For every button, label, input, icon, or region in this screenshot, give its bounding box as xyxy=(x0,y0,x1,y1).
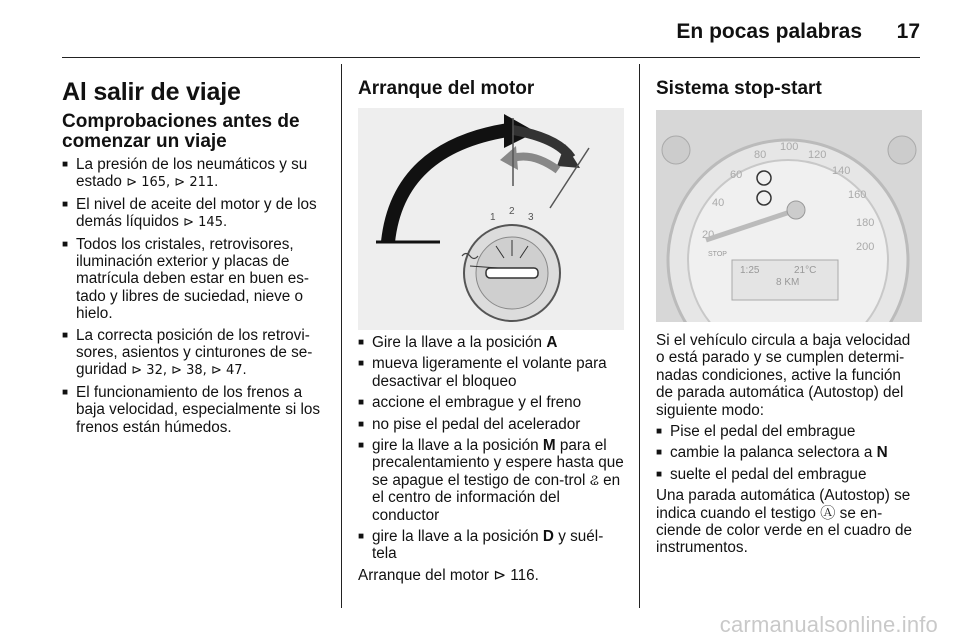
list-item: ■ El funcionamiento de los frenos a baja velocidad, especialmente si los frenos están húmedos. xyxy=(62,384,328,436)
ignition-figure xyxy=(358,108,624,330)
heading-stop-start: Sistema stop-start xyxy=(656,78,822,99)
section-title: En pocas palabras xyxy=(676,20,862,43)
key-position-label: 2 xyxy=(509,206,515,217)
header-rule xyxy=(62,57,920,58)
column-divider xyxy=(341,64,342,608)
start-steps xyxy=(358,334,624,563)
cross-reference[interactable]: ⊳ 32, ⊳ 38, ⊳ 47. xyxy=(131,363,247,379)
list-item: ■ El nivel de aceite del motor y de los demás líquidos ⊳ 145. xyxy=(62,196,328,232)
list-item: ■ gire la llave a la posición M para el precalentamiento y espere hasta que se apague el testigo de con-trol ଌ en el centro de información del conductor xyxy=(358,437,624,524)
page-header xyxy=(62,18,920,58)
svg-text:20: 20 xyxy=(702,229,715,241)
column-engine-start xyxy=(358,64,624,584)
engine-start-reference: Arranque del motor ⊳ 116. xyxy=(358,566,539,584)
autostop-indication: Una parada automática (Autostop) se indica cuando el testigo Ⓐ se en-ciende de color verde en el cuadro de instrumentos. xyxy=(656,487,912,557)
subheading-comprobaciones: Comprobaciones antes de comenzar un viaje xyxy=(62,111,300,152)
svg-text:180: 180 xyxy=(856,217,875,229)
cross-reference[interactable]: ⊳ 165, ⊳ 211. xyxy=(126,175,219,191)
svg-text:140: 140 xyxy=(832,165,851,177)
svg-text:80: 80 xyxy=(754,149,767,161)
list-item: ■ Pise el pedal del embrague xyxy=(656,423,922,440)
list-item: ■ suelte el pedal del embrague xyxy=(656,466,922,483)
key-position-label: 1 xyxy=(490,212,496,223)
stop-label: STOP xyxy=(708,251,727,258)
list-item: ■ Gire la llave a la posición A xyxy=(358,334,624,351)
stop-steps xyxy=(656,423,922,483)
column-divider xyxy=(639,64,640,608)
list-item: ■ gire la llave a la posición D y suél-tela xyxy=(358,528,624,563)
display-trip: 8 KM xyxy=(776,277,800,288)
page-number: 17 xyxy=(896,20,920,43)
list-item: ■ accione el embrague y el freno xyxy=(358,394,624,411)
list-item: ■ cambie la palanca selectora a N xyxy=(656,444,922,461)
svg-text:60: 60 xyxy=(730,169,743,181)
svg-text:120: 120 xyxy=(808,149,827,161)
list-item: ■ no pise el pedal del acelerador xyxy=(358,416,624,433)
svg-text:100: 100 xyxy=(780,141,799,153)
list-item: ■ La correcta posición de los retrovi-sores, asientos y cinturones de se-guridad ⊳ 32, ⊳ 38, ⊳ 47. xyxy=(62,327,328,380)
stop-start-intro: Si el vehículo circula a baja velocidad o está parado y se cumplen determi-nadas condiciones, active la función de parada automática (Autostop) del siguiente modo: xyxy=(656,332,911,419)
list-item: ■ mueva ligeramente el volante para desactivar el bloqueo xyxy=(358,355,624,390)
watermark: carmanualsonline.info xyxy=(719,612,938,637)
svg-text:40: 40 xyxy=(712,197,725,209)
svg-text:200: 200 xyxy=(856,241,875,253)
list-item: ■ La presión de los neumáticos y su estado ⊳ 165, ⊳ 211. xyxy=(62,156,328,192)
svg-text:160: 160 xyxy=(848,189,867,201)
instrument-cluster-figure xyxy=(656,110,922,322)
cross-reference[interactable]: ⊳ 145. xyxy=(183,215,228,231)
heading-arranque: Arranque del motor xyxy=(358,78,535,99)
heading-al-salir: Al salir de viaje xyxy=(62,78,241,106)
key-position-label: 3 xyxy=(528,212,534,223)
checklist xyxy=(62,156,328,436)
display-time: 1:25 xyxy=(740,265,760,276)
column-stop-start xyxy=(656,64,922,557)
list-item: ■ Todos los cristales, retrovisores, iluminación exterior y placas de matrícula deben estar en buen es-tado y libres de suciedad, nieve o hielo. xyxy=(62,236,328,323)
display-temp: 21°C xyxy=(794,265,817,276)
column-trip-checks xyxy=(62,64,328,436)
